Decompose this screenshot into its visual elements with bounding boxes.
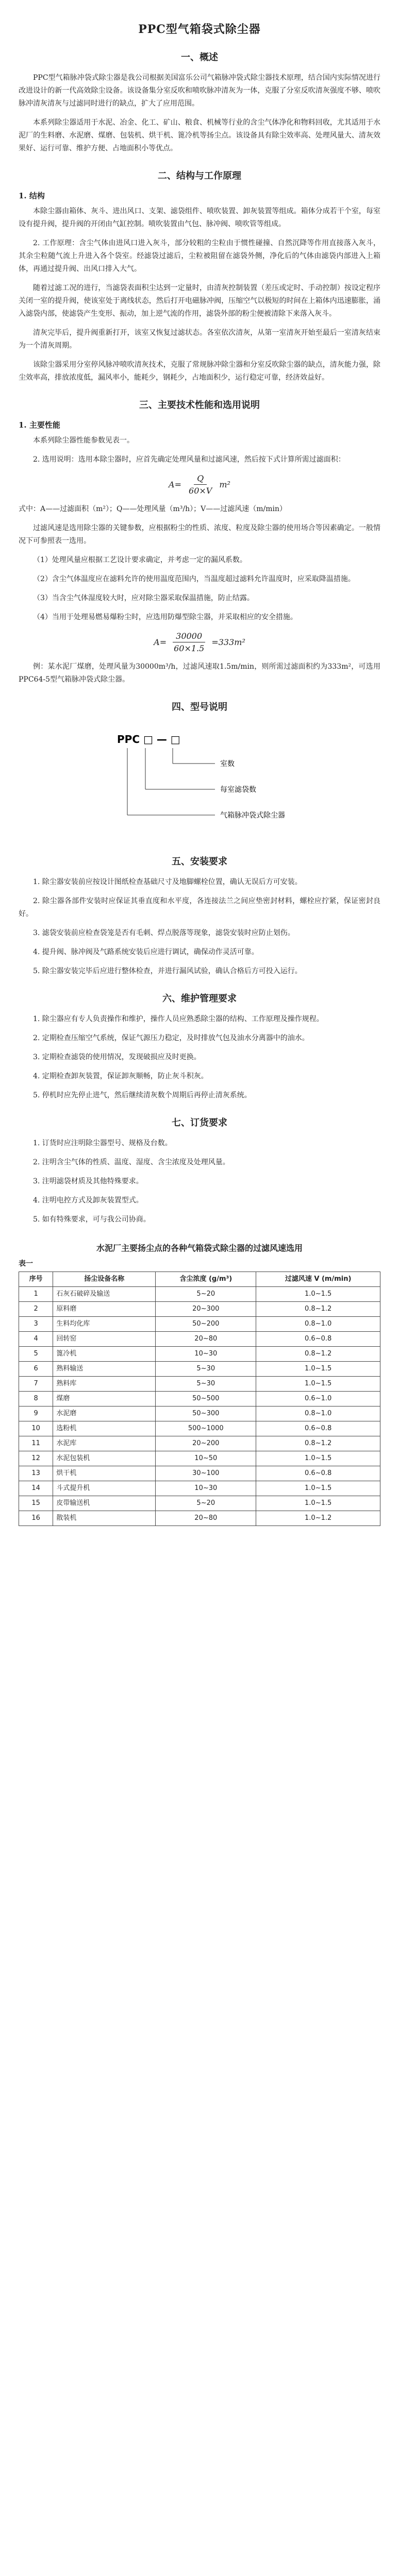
- paragraph: 2. 定期检查压缩空气系统，保证气源压力稳定，及时排放气包及油水分离器中的油水。: [33, 1034, 309, 1042]
- table-row: [19, 1496, 380, 1511]
- table-cell: 煤磨: [53, 1392, 156, 1406]
- table-cell: 0.8~1.2: [256, 1302, 380, 1317]
- table-cell: 30~100: [156, 1466, 256, 1481]
- table-row: [19, 1392, 380, 1406]
- table-row: [19, 1302, 380, 1317]
- table-cell: 5~20: [156, 1287, 256, 1302]
- paragraph: 本系列除尘器性能参数见表一。: [33, 436, 134, 445]
- table-cell: 50~500: [156, 1392, 256, 1406]
- table-cell: 16: [19, 1511, 53, 1526]
- sub-heading: 1. 主要性能: [19, 420, 60, 430]
- paragraph: 例：某水泥厂煤磨，处理风量为30000m³/h，过滤风速取1.5m/min，则所需过滤面积约为333m²，可选用PPC64-5型气箱脉冲袋式除尘器。: [19, 663, 380, 684]
- table-cell: 13: [19, 1466, 53, 1481]
- paragraph: 4. 注明电控方式及卸灰装置型式。: [33, 1196, 143, 1205]
- column-header: 序号: [19, 1272, 53, 1287]
- table-cell: 1.0~1.5: [256, 1481, 380, 1496]
- section-heading-model: 四、型号说明: [172, 702, 227, 713]
- formula-area: [19, 473, 380, 496]
- section-heading-installation: 五、安装要求: [172, 856, 227, 867]
- paragraph: 清灰完毕后，提升阀重新打开，该室又恢复过滤状态。各室依次清灰，从第一室清灰开始至最后一室清灰结束为一个清灰周期。: [19, 329, 380, 350]
- table-row: [19, 1362, 380, 1377]
- table-cell: 1.0~1.2: [256, 1511, 380, 1526]
- column-header: 含尘浓度 (g/m³): [156, 1272, 256, 1287]
- table-title: 水泥厂主要扬尘点的各种气箱袋式除尘器的过滤风速选用: [96, 1243, 303, 1253]
- table-cell: 石灰石破碎及输送: [53, 1287, 156, 1302]
- table-cell: 11: [19, 1436, 53, 1451]
- table-row: [19, 1421, 380, 1436]
- table-row: [19, 1436, 380, 1451]
- table-cell: 0.8~1.2: [256, 1347, 380, 1362]
- table-cell: 50~200: [156, 1317, 256, 1332]
- paragraph: 5. 除尘器安装完毕后应进行整体检查，并进行漏风试验，确认合格后方可投入运行。: [33, 967, 302, 975]
- table-cell: 水泥磨: [53, 1406, 156, 1421]
- table-cell: 10: [19, 1421, 53, 1436]
- formula-unit: m²: [219, 480, 230, 489]
- table-cell: 4: [19, 1332, 53, 1347]
- table-cell: 水泥包装机: [53, 1451, 156, 1466]
- section-heading-structure: 二、结构与工作原理: [158, 171, 241, 181]
- table-row: [19, 1347, 380, 1362]
- formula-lhs: A=: [154, 637, 167, 647]
- paragraph: 3. 滤袋安装前应检查袋笼是否有毛刺、焊点脱落等现象，滤袋安装时应防止划伤。: [33, 929, 295, 937]
- table-cell: 20~200: [156, 1436, 256, 1451]
- table-cell: 1.0~1.5: [256, 1496, 380, 1511]
- table-cell: 20~80: [156, 1511, 256, 1526]
- formula-example: [19, 631, 380, 653]
- paragraph: 5. 如有特殊要求，可与我公司协商。: [33, 1215, 151, 1224]
- formula-fraction: [186, 473, 215, 496]
- table-row: [19, 1287, 380, 1302]
- table-row: [19, 1511, 380, 1526]
- table-cell: 1.0~1.5: [256, 1451, 380, 1466]
- paragraph: PPC型气箱脉冲袋式除尘器是我公司根据美国富乐公司气箱脉冲袋式除尘器技术原理，结合国内实际情况进行改进设计的新一代高效除尘设备。该设备集分室反吹和喷吹脉冲清灰为一体，克服了分室反吹清灰强度不够、喷吹脉冲清灰清灰与过滤同时进行的缺点，扩大了应用范围。: [19, 74, 380, 108]
- paragraph: 3. 注明滤袋材质及其他特殊要求。: [33, 1177, 143, 1185]
- table-cell: 选粉机: [53, 1421, 156, 1436]
- model-diagram-svg: [40, 722, 359, 841]
- table-cell: 7: [19, 1377, 53, 1392]
- table-cell: 20~300: [156, 1302, 256, 1317]
- paragraph: 2. 注明含尘气体的性质、温度、湿度、含尘浓度及处理风量。: [33, 1158, 230, 1166]
- table-body: [19, 1287, 380, 1526]
- table-row: [19, 1466, 380, 1481]
- table-cell: 0.6~0.8: [256, 1332, 380, 1347]
- section-heading-performance: 三、主要技术性能和选用说明: [139, 400, 260, 411]
- table-cell: 2: [19, 1302, 53, 1317]
- table-row: [19, 1451, 380, 1466]
- formula-fraction: [171, 631, 207, 653]
- table-cell: 8: [19, 1392, 53, 1406]
- column-header: 扬尘设备名称: [53, 1272, 156, 1287]
- diagram-label: 室数: [220, 760, 235, 768]
- table-cell: 14: [19, 1481, 53, 1496]
- table-cell: 10~30: [156, 1347, 256, 1362]
- formula-result: =333m²: [211, 637, 245, 647]
- formula-denominator: 60×1.5: [174, 643, 205, 653]
- table-row: [19, 1317, 380, 1332]
- table-cell: 1: [19, 1287, 53, 1302]
- table-cell: 0.6~1.0: [256, 1392, 380, 1406]
- paragraph: 过滤风速是选用除尘器的关键参数，应根据粉尘的性质、浓度、粒度及除尘器的使用场合等因素确定。一般情况下可参照表一选用。: [19, 524, 380, 545]
- table-row: [19, 1377, 380, 1392]
- table-cell: 10~30: [156, 1481, 256, 1496]
- section-heading-maintenance: 六、维护管理要求: [162, 993, 237, 1004]
- sub-heading: 1. 结构: [19, 191, 45, 200]
- paragraph: 该除尘器采用分室停风脉冲喷吹清灰技术，克服了常规脉冲除尘器和分室反吹除尘器的缺点，清灰能力强，除尘效率高，排放浓度低，漏风率小，能耗少，钢耗少，占地面积少，运行稳定可靠，经济效益好。: [19, 361, 380, 382]
- document-title: PPC型气箱袋式除尘器: [138, 23, 261, 36]
- paragraph: 1. 除尘器安装前应按设计图纸检查基础尺寸及地脚螺栓位置，确认无误后方可安装。: [33, 878, 302, 886]
- paragraph: （3）当含尘气体湿度较大时，应对除尘器采取保温措施，防止结露。: [33, 594, 254, 602]
- table-cell: 斗式提升机: [53, 1481, 156, 1496]
- table-cell: 散装机: [53, 1511, 156, 1526]
- model-diagram: [40, 722, 359, 841]
- formula-description: 式中：A——过滤面积（m²）；Q——处理风量（m³/h）；V——过滤风速（m/min）: [19, 505, 287, 513]
- formula-numerator: 30000: [173, 631, 205, 642]
- paragraph: （2）含尘气体温度应在滤料允许的使用温度范围内，当温度超过滤料允许温度时，应采取降温措施。: [33, 575, 355, 583]
- diagram-label: 每室滤袋数: [220, 786, 256, 794]
- table-cell: 5~20: [156, 1496, 256, 1511]
- table-cell: 20~80: [156, 1332, 256, 1347]
- paragraph: 2. 选用说明：选用本除尘器时，应首先确定处理风量和过滤风速，然后按下式计算所需过滤面积：: [33, 455, 345, 464]
- table-cell: 5~30: [156, 1362, 256, 1377]
- table-cell: 6: [19, 1362, 53, 1377]
- table-cell: 熟料输送: [53, 1362, 156, 1377]
- formula-denominator: 60×V: [189, 486, 212, 496]
- table-cell: 10~50: [156, 1451, 256, 1466]
- table-cell: 9: [19, 1406, 53, 1421]
- table-cell: 回转窑: [53, 1332, 156, 1347]
- table-cell: 500~1000: [156, 1421, 256, 1436]
- section-heading-ordering: 七、订货要求: [172, 1117, 227, 1128]
- paragraph: 4. 提升阀、脉冲阀及气路系统安装后应进行调试，确保动作灵活可靠。: [33, 948, 259, 956]
- table-cell: 生料均化库: [53, 1317, 156, 1332]
- table-cell: 5~30: [156, 1377, 256, 1392]
- table-cell: 0.8~1.2: [256, 1436, 380, 1451]
- diagram-label: 气箱脉冲袋式除尘器: [220, 811, 285, 820]
- table-row: [19, 1481, 380, 1496]
- paragraph: 3. 定期检查滤袋的使用情况，发现破损应及时更换。: [33, 1053, 201, 1061]
- paragraph: （4）当用于处理易燃易爆粉尘时，应选用防爆型除尘器，并采取相应的安全措施。: [33, 613, 297, 621]
- table-row: [19, 1332, 380, 1347]
- table-cell: 5: [19, 1347, 53, 1362]
- paragraph: 5. 停机时应先停止进气，然后继续清灰数个周期后再停止清灰系统。: [33, 1091, 252, 1099]
- column-header: 过滤风速 V (m/min): [256, 1272, 380, 1287]
- formula-lhs: A=: [169, 480, 182, 489]
- table-cell: 篦冷机: [53, 1347, 156, 1362]
- table-cell: 1.0~1.5: [256, 1377, 380, 1392]
- table-cell: 烘干机: [53, 1466, 156, 1481]
- formula-numerator: Q: [194, 473, 207, 485]
- paragraph: 随着过滤工况的进行，当滤袋表面积尘达到一定量时，由清灰控制装置（差压或定时、手动控制）按设定程序关闭一室的提升阀，使该室处于离线状态，然后打开电磁脉冲阀，压缩空气以极短的时间在上箱体内迅速膨胀，涌入滤袋内部，使滤袋产生变形、振动，加上逆气流的作用，滤袋外部的粉尘便被清除下来落入灰斗。: [19, 284, 380, 318]
- table-cell: 1.0~1.5: [256, 1287, 380, 1302]
- table-cell: 水泥库: [53, 1436, 156, 1451]
- table-cell: 熟料库: [53, 1377, 156, 1392]
- table-caption: 表一: [19, 1260, 33, 1268]
- paragraph: 1. 除尘器应有专人负责操作和维护，操作人员应熟悉除尘器的结构、工作原理及操作规程。: [33, 1015, 324, 1023]
- paragraph: 2. 工作原理：含尘气体由进风口进入灰斗，部分较粗的尘粒由于惯性碰撞、自然沉降等作用直接落入灰斗，其余尘粒随气流上升进入各个袋室。经滤袋过滤后，尘粒被阻留在滤袋外侧，净化后的气体由滤袋内部进入上箱体，再通过提升阀、出风口排入大气。: [19, 239, 380, 273]
- paragraph: 本系列除尘器适用于水泥、冶金、化工、矿山、粮食、机械等行业的含尘气体净化和物料回收，尤其适用于水泥厂的生料磨、水泥磨、煤磨、包装机、烘干机、篦冷机等扬尘点。该设备具有除尘效率高、处理风量大、清灰效果好、运行可靠、维护方便、占地面积小等优点。: [19, 118, 380, 152]
- table-cell: 50~300: [156, 1406, 256, 1421]
- table-cell: 3: [19, 1317, 53, 1332]
- table-row: [19, 1406, 380, 1421]
- table-cell: 0.6~0.8: [256, 1421, 380, 1436]
- table-cell: 原料磨: [53, 1302, 156, 1317]
- table-cell: 1.0~1.5: [256, 1362, 380, 1377]
- filter-speed-table: [19, 1272, 380, 1526]
- table-cell: 皮带输送机: [53, 1496, 156, 1511]
- table-header-row: [19, 1272, 380, 1287]
- table-cell: 0.8~1.0: [256, 1317, 380, 1332]
- paragraph: 4. 定期检查卸灰装置，保证卸灰顺畅，防止灰斗积灰。: [33, 1072, 208, 1080]
- table-cell: 0.6~0.8: [256, 1466, 380, 1481]
- paragraph: 本除尘器由箱体、灰斗、进出风口、支架、滤袋组件、喷吹装置、卸灰装置等组成。箱体分成若干个室，每室设有提升阀，提升阀的开闭由气缸控制。喷吹装置由气包、脉冲阀、喷吹管等组成。: [19, 207, 380, 228]
- table-cell: 0.8~1.0: [256, 1406, 380, 1421]
- table-cell: 12: [19, 1451, 53, 1466]
- paragraph: 2. 除尘器各部件安装时应保证其垂直度和水平度，各连接法兰之间应垫密封材料，螺栓应拧紧，保证密封良好。: [19, 897, 380, 918]
- paragraph: （1）处理风量应根据工艺设计要求确定，并考虑一定的漏风系数。: [33, 556, 247, 564]
- table-cell: 15: [19, 1496, 53, 1511]
- paragraph: 1. 订货时应注明除尘器型号、规格及台数。: [33, 1139, 172, 1147]
- section-heading-overview: 一、概述: [181, 52, 218, 63]
- model-code: PPC □ — □: [117, 733, 180, 745]
